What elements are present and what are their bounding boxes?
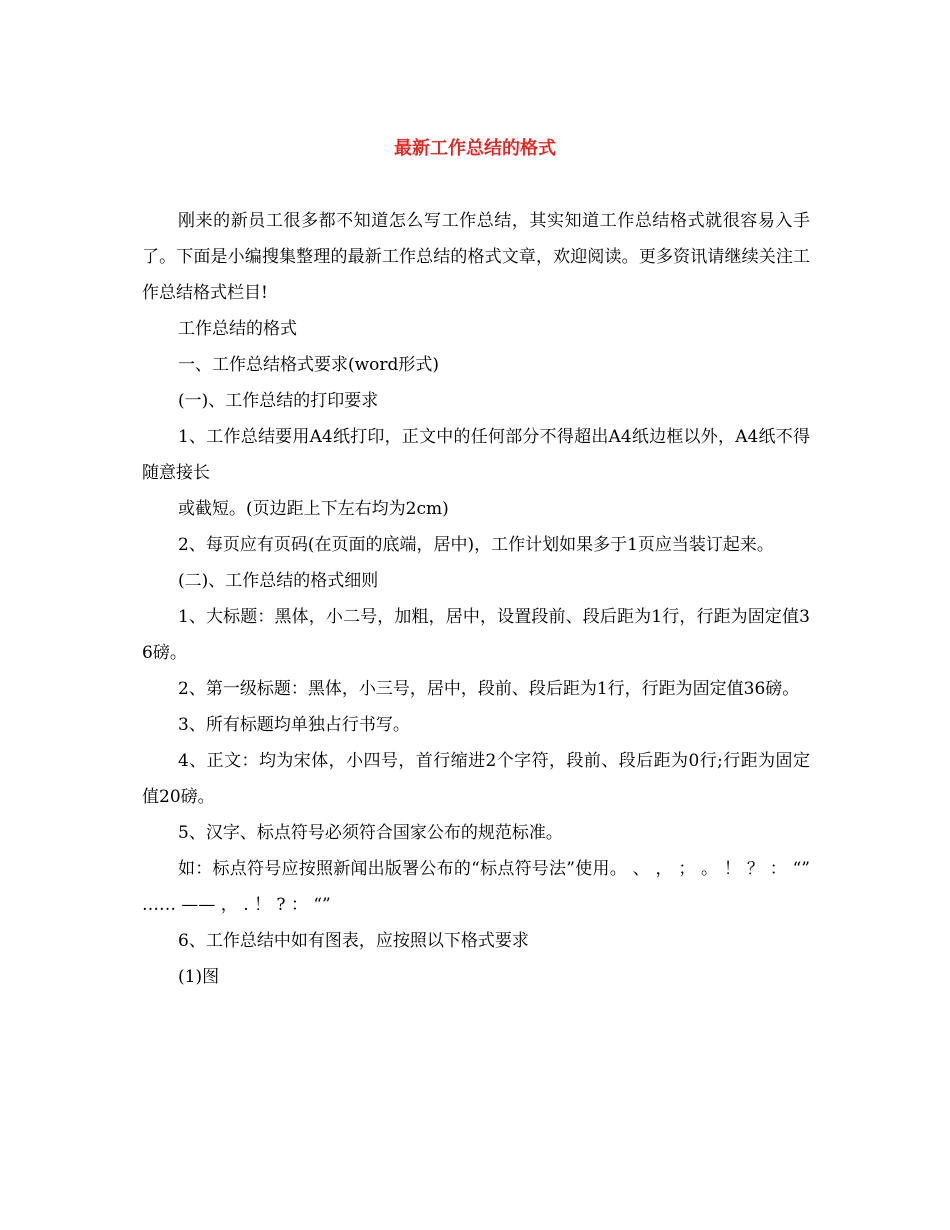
paragraph-item-1-cont: 或截短。(页边距上下左右均为2cm) <box>178 499 449 519</box>
paragraph-item-1: 1、工作总结要用A4纸打印，正文中的任何部分不得超出A4纸边框以外，A4纸不得随意接长 <box>142 427 810 483</box>
paragraph-subsection-1: (一)、工作总结的打印要求 <box>178 391 379 411</box>
paragraph-subsection-2: (二)、工作总结的格式细则 <box>178 571 379 591</box>
document-title: 最新工作总结的格式 <box>394 138 556 159</box>
paragraph-rule-5: 5、汉字、标点符号必须符合国家公布的规范标准。 <box>178 823 563 843</box>
paragraph-section-1: 一、工作总结格式要求(word形式) <box>178 355 440 375</box>
paragraph-rule-6: 6、工作总结中如有图表，应按照以下格式要求 <box>178 931 529 951</box>
paragraph-heading: 工作总结的格式 <box>178 319 297 339</box>
paragraph-intro: 刚来的新员工很多都不知道怎么写工作总结，其实知道工作总结格式就很容易入手了。下面是小编搜集整理的最新工作总结的格式文章，欢迎阅读。更多资讯请继续关注工作总结格式栏目! <box>142 211 810 303</box>
paragraph-rule-3: 3、所有标题均单独占行书写。 <box>178 715 410 735</box>
paragraph-punctuation-example: 如：标点符号应按照新闻出版署公布的“标点符号法”使用。 、 ， ； 。 ！ ？ ： “” …… —— ， . ！ ? ： “” <box>142 859 810 915</box>
paragraph-item-2: 2、每页应有页码(在页面的底端，居中)，工作计划如果多于1页应当装订起来。 <box>178 535 774 555</box>
document-body <box>142 203 810 995</box>
paragraph-rule-1: 1、大标题：黑体，小二号，加粗，居中，设置段前、段后距为1行，行距为固定值36磅。 <box>142 607 810 663</box>
paragraph-rule-4: 4、正文：均为宋体，小四号，首行缩进2个字符，段前、段后距为0行;行距为固定值20磅。 <box>142 751 810 807</box>
paragraph-figure-heading: (1)图 <box>178 967 220 987</box>
paragraph-rule-2: 2、第一级标题：黑体，小三号，居中，段前、段后距为1行，行距为固定值36磅。 <box>178 679 800 699</box>
